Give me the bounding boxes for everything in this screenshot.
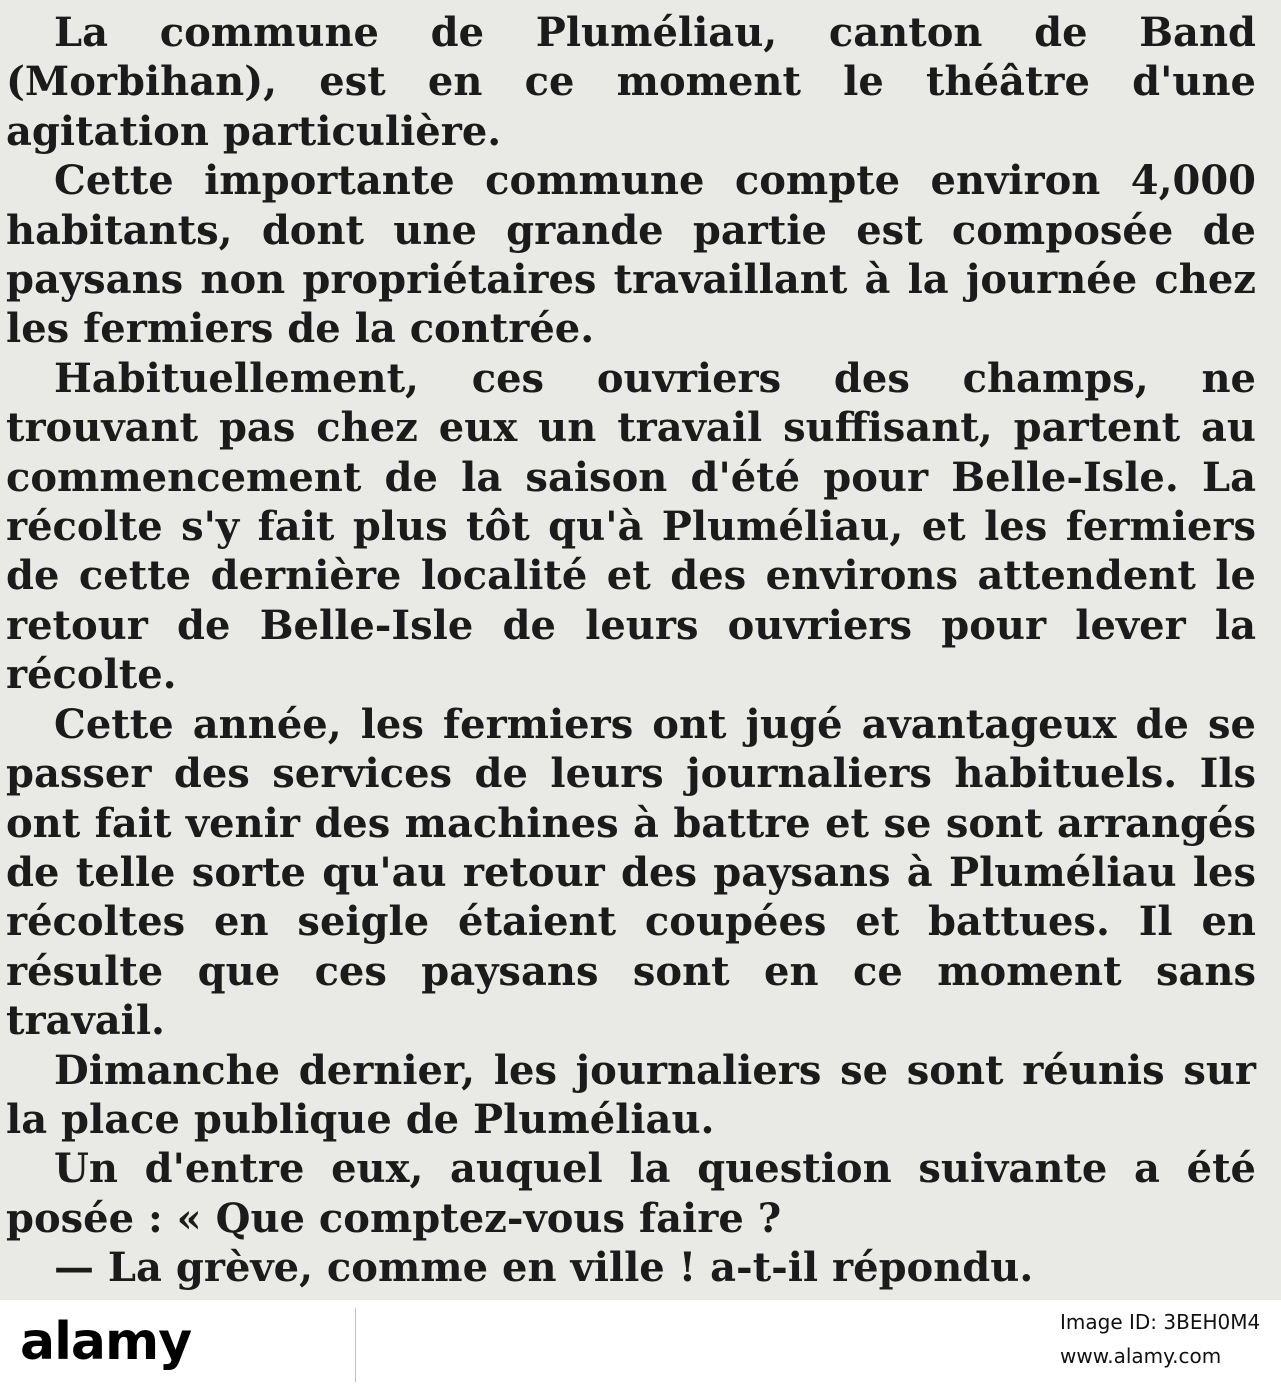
paragraph-1: La commune de Pluméliau, canton de Band (Morbihan), est en ce moment le théâtre d'une agitation particulière. (6, 9, 1256, 155)
alamy-logo: alamy (20, 1312, 192, 1372)
site-url: www.alamy.com (1060, 1344, 1222, 1368)
paragraph-2: Cette importante commune compte environ 4,000 habitants, dont une grande partie est composée de paysans non propriétaires travaillant à la journée chez les fermiers de la contrée. (6, 157, 1256, 353)
footer-divider (355, 1308, 356, 1382)
paragraph-3: Habituellement, ces ouvriers des champs, ne trouvant pas chez eux un travail suffisant, partent au commencement de la saison d'été pour Belle-Isle. La récolte s'y fait plus tôt qu'à Pluméliau, et les fermiers de cette dernière localité et des environs attendent le retour de Belle-Isle de leurs ouvriers pour lever la récolte. (6, 354, 1256, 699)
article-text (6, 8, 1256, 1293)
paragraph-7: — La grève, comme en ville ! a-t-il répondu. (54, 1244, 1034, 1292)
paragraph-4: Cette année, les fermiers ont jugé avantageux de se passer des services de leurs journaliers habituels. Ils ont fait venir des machines à battre et se sont arrangés de telle sorte qu'au retour des paysans à Pluméliau les récoltes en seigle étaient coupées et battues. Il en résulte que ces paysans sont en ce moment sans travail. (6, 700, 1256, 1045)
paragraph-5: Dimanche dernier, les journaliers se sont réunis sur la place publique de Pluméliau. (6, 1046, 1256, 1143)
stock-footer (0, 1300, 1281, 1390)
paragraph-6: Un d'entre eux, auquel la question suivante a été posée : « Que comptez-vous faire ? (6, 1145, 1256, 1242)
image-id-label: Image ID: 3BEH0M4 (1060, 1310, 1261, 1334)
